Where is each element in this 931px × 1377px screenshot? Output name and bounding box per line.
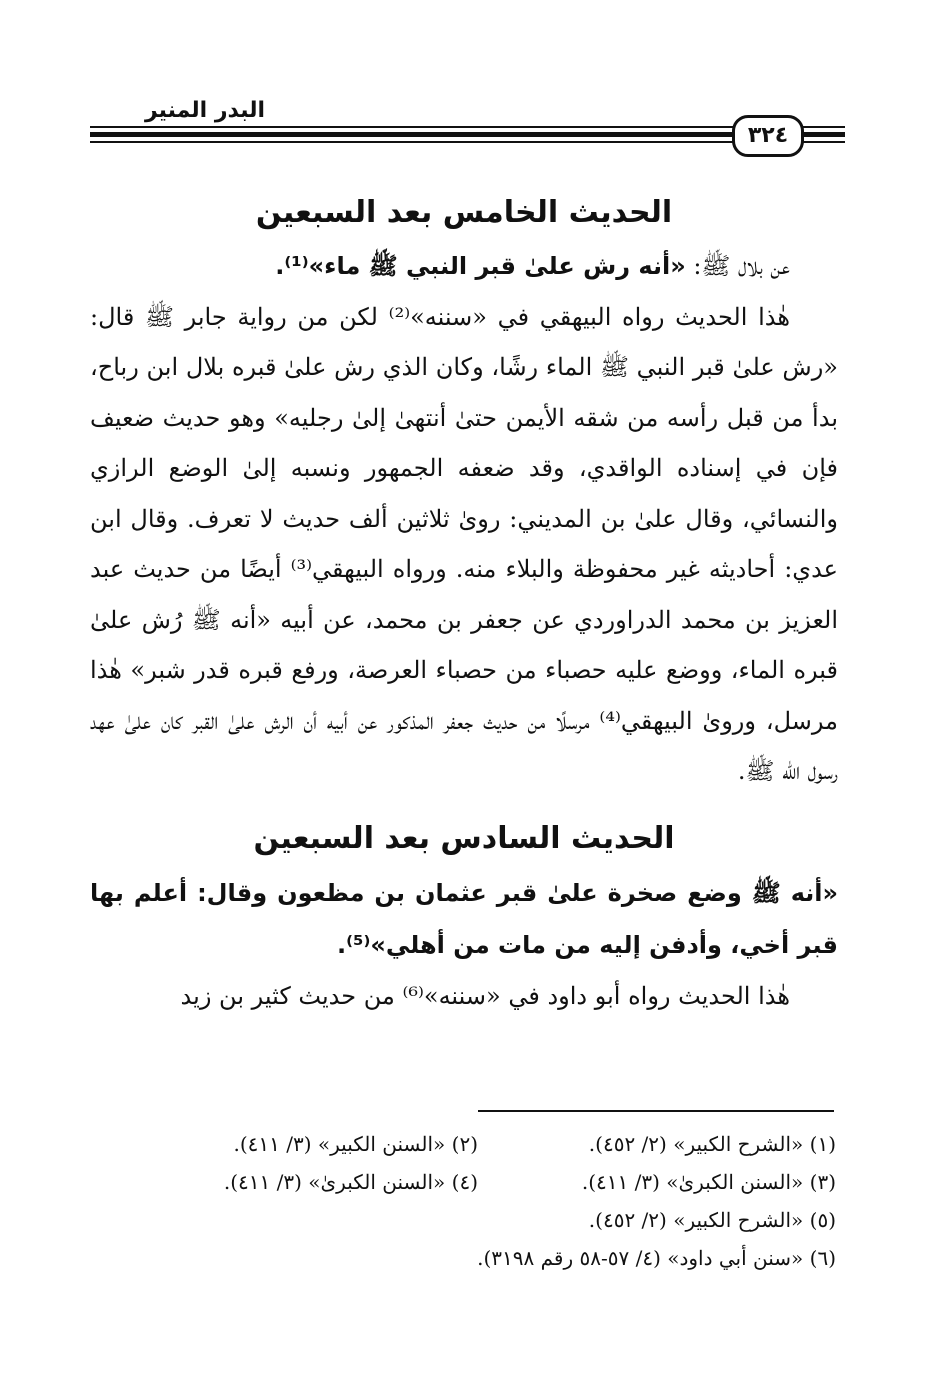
hadith-prefix: عن بلال ﷺ: [685, 252, 790, 280]
hadith-quote: «أنه ﷺ وضع صخرة علىٰ قبر عثمان بن مظعون وقال: أعلم بها قبر أخي، وأدفن إليه من مات من أهلي»⁽⁵⁾. [90, 878, 838, 959]
section-heading-76: الحديث السادس بعد السبعين [253, 820, 675, 856]
hadith-line [90, 241, 838, 292]
footnotes [120, 1125, 836, 1277]
footnote-row [120, 1201, 836, 1239]
commentary-paragraph: هٰذا الحديث رواه البيهقي في «سننه»⁽²⁾ لكن من رواية جابر ﷺ قال: «رش علىٰ قبر النبي ﷺ الماء رشًا، وكان الذي رش علىٰ قبره بلال ابن رباح، بدأ من قبل رأسه من شقه الأيمن حتىٰ أنتهىٰ إلىٰ رجليه» وهو حديث ضعيف فإن في إسناده الواقدي، وقد ضعفه الجمهور ونسبه إلىٰ الوضع الرازي والنسائي، وقال علىٰ بن المديني: روىٰ ثلاثين ألف حديث لا تعرف. وقال ابن عدي: أحاديثه غير محفوظة والبلاء منه. ورواه البيهقي⁽³⁾ أيضًا من حديث عبد العزيز بن محمد الدراوردي عن جعفر بن محمد، عن أبيه «أنه ﷺ رُش علىٰ قبره الماء، ووضع عليه حصباء من حصباء العرصة، ورفع قبره قدر شبر» هٰذا مرسل، وروىٰ البيهقي⁽⁴⁾ مرسلًا من حديث جعفر المذكور عن أبيه أن الرش علىٰ القبر كان علىٰ عهد رسول الله ﷺ. [90, 302, 839, 785]
header-rule [90, 132, 735, 137]
footnote-separator [478, 1110, 834, 1112]
main-text [90, 185, 838, 1021]
section-heading-75: الحديث الخامس بعد السبعين [255, 195, 673, 230]
page-number: ٣٢٤ [732, 115, 804, 157]
footnote-row [120, 1125, 836, 1163]
footnote-2: (٢) «السنن الكبير» (٣/ ٤١١). [233, 1132, 478, 1156]
hadith-quote: «أنه رش علىٰ قبر النبي ﷺ ماء»⁽¹⁾. [275, 252, 686, 280]
running-title: البدر المنير [145, 98, 266, 123]
footnote-4: (٤) «السنن الكبرىٰ» (٣/ ٤١١). [223, 1170, 478, 1194]
section-spacer [90, 797, 838, 811]
header-rule [90, 126, 735, 128]
footnote-3: (٣) «السنن الكبرىٰ» (٣/ ٤١١). [581, 1170, 836, 1194]
footnote-1: (١) «الشرح الكبير» (٢/ ٤٥٢). [588, 1132, 836, 1156]
footnote-5: (٥) «الشرح الكبير» (٢/ ٤٥٢). [588, 1208, 836, 1232]
footnote-row [120, 1239, 836, 1277]
commentary-paragraph: هٰذا الحديث رواه أبو داود في «سننه»⁽⁶⁾ من حديث كثير بن زيد [180, 981, 790, 1010]
footnote-row [120, 1163, 836, 1201]
footnote-6: (٦) «سنن أبي داود» (٤/ ٥٧-٥٨ رقم ٣١٩٨). [477, 1246, 836, 1270]
header-rule [90, 141, 735, 143]
page-header [90, 88, 845, 160]
